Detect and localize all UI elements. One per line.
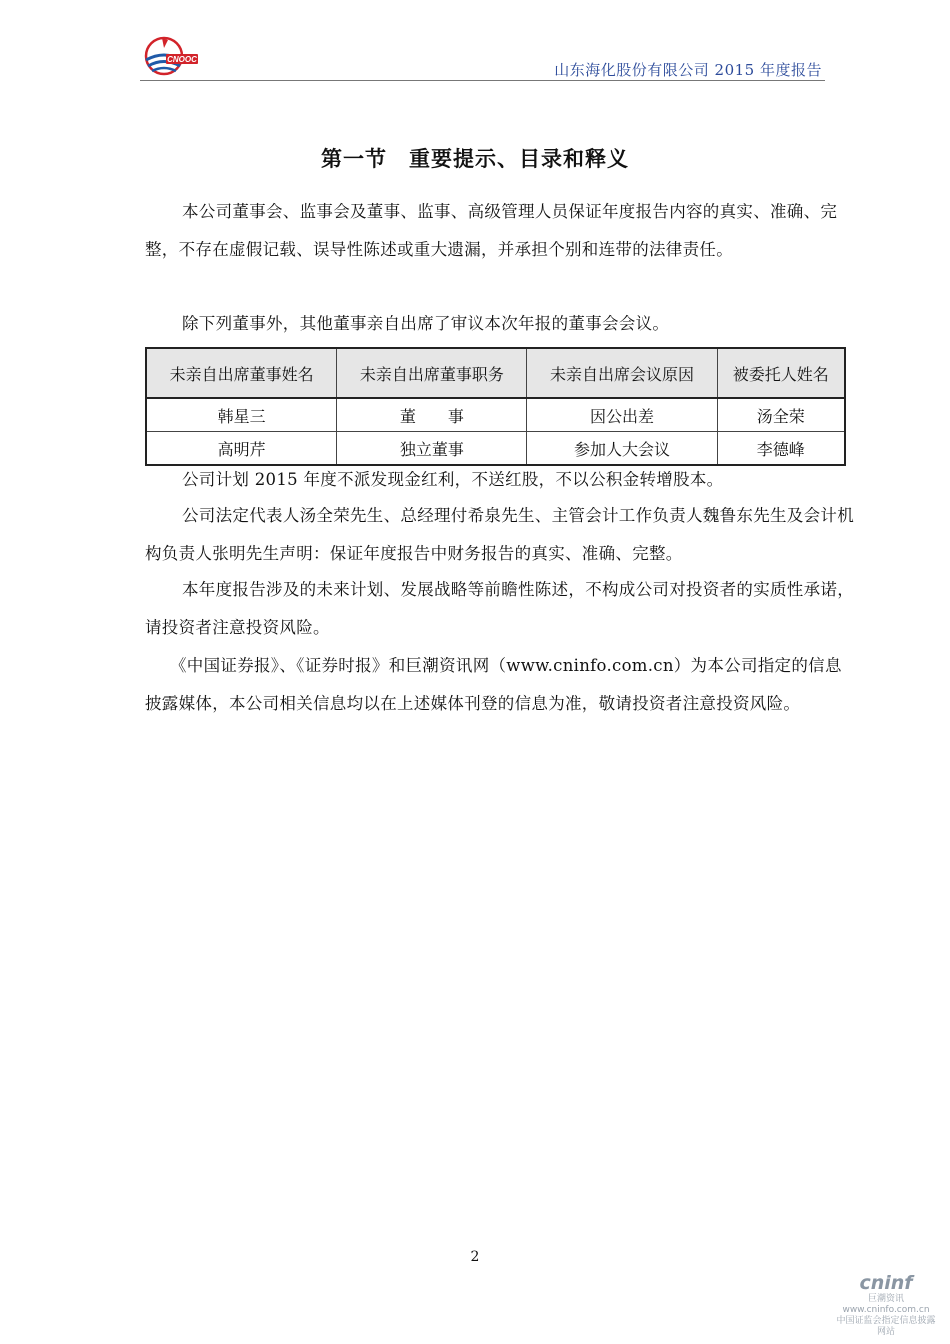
table-cell: 独立董事 [337,432,527,466]
table-cell: 高明芹 [146,432,337,466]
header-divider [140,80,825,81]
section-title: 第一节 重要提示、目录和释义 [321,147,629,171]
table-cell: 董 事 [337,398,527,432]
company-logo [140,34,200,84]
table-row [146,432,845,466]
report-header-title: 山东海化股份有限公司 2015 年度报告 [554,61,822,79]
page-number: 2 [470,1249,480,1265]
table-header: 未亲自出席董事职务 [337,348,527,398]
table-header-row [146,348,845,398]
logo-text: CNOOC [167,55,197,64]
table-cell: 李德峰 [717,432,845,466]
declaration-paragraph: 公司法定代表人汤全荣先生、总经理付希泉先生、主管会计工作负责人魏鲁东先生及会计机构负责人张明先生声明：保证年度报告中财务报告的真实、准确、完整。 [145,506,854,563]
forward-looking-paragraph: 本年度报告涉及的未来计划、发展战略等前瞻性陈述，不构成公司对投资者的实质性承诺，请投资者注意投资风险。 [145,580,854,637]
table-cell: 因公出差 [527,398,717,432]
media-paragraph: 《中国证券报》、《证券时报》和巨潮资讯网（www.cninfo.com.cn）为本公司指定的信息披露媒体，本公司相关信息均以在上述媒体刊登的信息为准，敬请投资者注意投资风险。 [145,656,842,713]
table-cell: 参加人大会议 [527,432,717,466]
watermark-brand: cninf [859,1272,913,1294]
table-header: 未亲自出席董事姓名 [146,348,337,398]
statement-paragraph: 本公司董事会、监事会及董事、监事、高级管理人员保证年度报告内容的真实、准确、完整，不存在虚假记载、误导性陈述或重大遗漏，并承担个别和连带的法律责任。 [145,202,838,259]
table-cell: 汤全荣 [717,398,845,432]
table-header: 未亲自出席会议原因 [527,348,717,398]
table-row [146,398,845,432]
table-cell: 韩星三 [146,398,337,432]
attendance-paragraph: 除下列董事外，其他董事亲自出席了审议本次年报的董事会会议。 [182,314,670,333]
cninfo-watermark [836,1272,936,1338]
absent-directors-table [145,347,846,466]
watermark-line: 中国证监会指定信息披露网站 [836,1316,936,1337]
watermark-line: 巨潮资讯 [867,1294,904,1304]
watermark-line: www.cninfo.com.cn [842,1305,930,1315]
dividend-paragraph: 公司计划 2015 年度不派发现金红利，不送红股，不以公积金转增股本。 [182,470,724,489]
table-header: 被委托人姓名 [717,348,845,398]
